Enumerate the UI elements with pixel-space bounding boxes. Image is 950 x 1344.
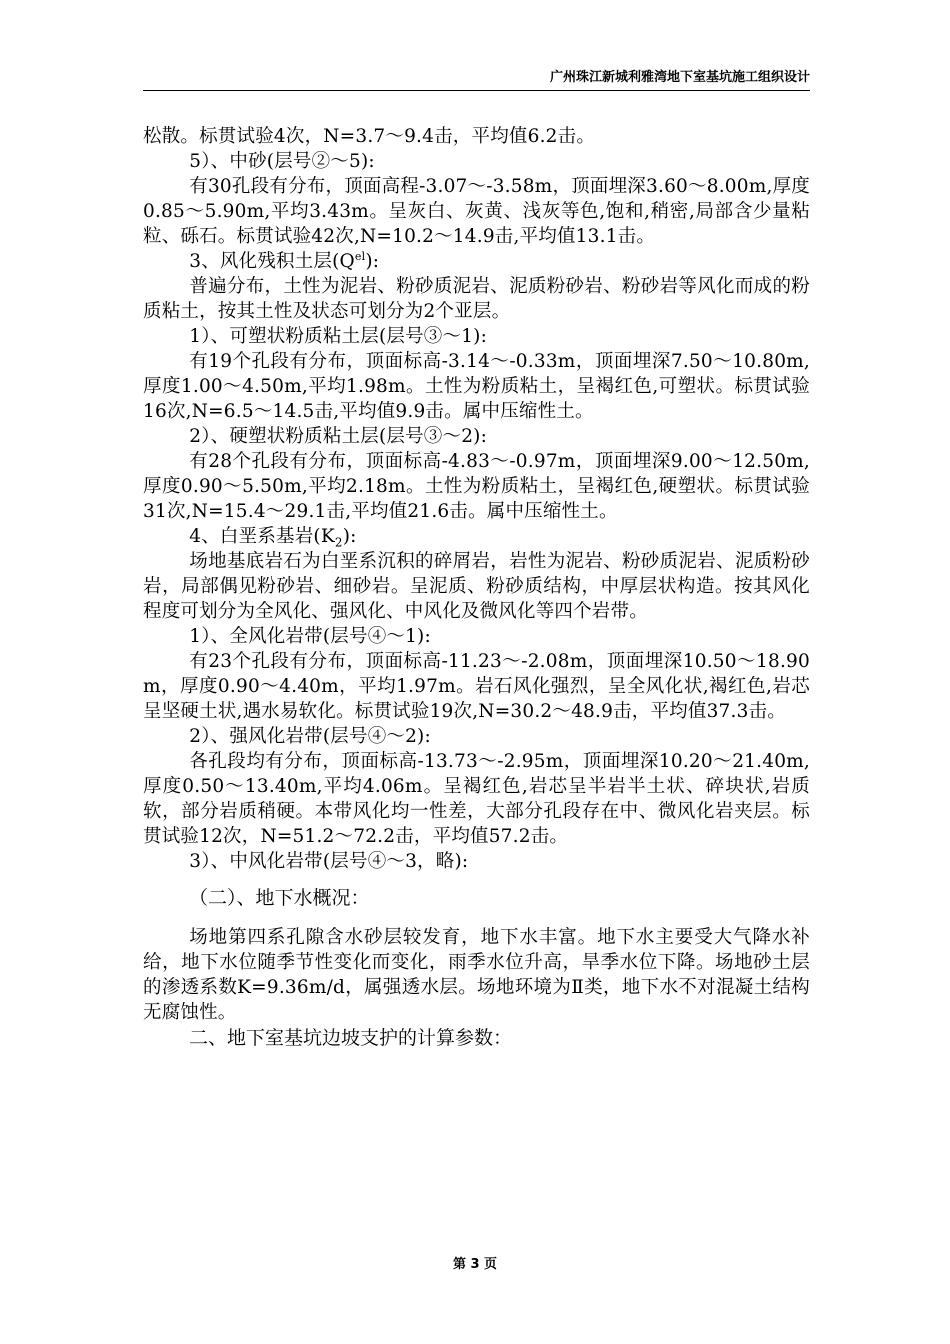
section-heading: （二）、地下水概况：: [189, 887, 370, 909]
paragraph: 有23个孔段有分布，顶面标高-11.23～-2.08m，顶面埋深10.50～18.90m，厚度0.90～4.40m，平均1.97m。岩石风化强烈，呈全风化状,褐红色,岩芯呈坚硬土状,遇水易软化。标贯试验19次,N=30.2～48.9击，平均值37.3击。: [143, 651, 810, 722]
section-title: [143, 524, 810, 549]
document-body: [143, 124, 810, 1051]
paragraph: 各孔段均有分布，顶面标高-13.73～-2.95m，顶面埋深10.20～21.40m,厚度0.50～13.40m,平均4.06m。呈褐红色,岩芯呈半岩半土状、碎块状,岩质软，部分岩质稍硬。本带风化均一性差，大部分孔段存在中、微风化岩夹层。标贯试验12次，N=51.2～72.2击，平均值57.2击。: [143, 751, 810, 847]
page-header: [143, 60, 810, 91]
section-title: [143, 249, 810, 274]
subscript: 2: [334, 535, 343, 550]
paragraph: 普遍分布，土性为泥岩、粉砂质泥岩、泥质粉砂岩、粉砂岩等风化而成的粉质粘土，按其土性及状态可划分为2个亚层。: [143, 276, 810, 322]
section-title-tail: ):: [342, 526, 357, 547]
paragraph: 有30孔段有分布，顶面高程-3.07～-3.58m，顶面埋深3.60～8.00m,厚度0.85～5.90m,平均3.43m。呈灰白、灰黄、浅灰等色,饱和,稍密,局部含少量粘粒、砾石。标贯试验42次,N=10.2～14.9击,平均值13.1击。: [143, 176, 810, 247]
subsection-title: 3）、中风化岩带(层号④～3，略):: [189, 851, 469, 872]
paragraph: 松散。标贯试验4次，N=3.7～9.4击，平均值6.2击。: [143, 126, 596, 147]
subsection-title: 1）、全风化岩带(层号④～1):: [189, 626, 431, 647]
paragraph: 有28个孔段有分布，顶面标高-4.83～-0.97m，顶面埋深9.00～12.50m,厚度0.90～5.50m,平均2.18m。土性为粉质粘土，呈褐红色,硬塑状。标贯试验31次,N=15.4～29.1击,平均值21.6击。属中压缩性土。: [143, 451, 810, 522]
paragraph: 有19个孔段有分布，顶面标高-3.14～-0.33m，顶面埋深7.50～10.80m,厚度1.00～4.50m,平均1.98m。土性为粉质粘土，呈褐红色,可塑状。标贯试验16次,N=6.5～14.5击,平均值9.9击。属中压缩性土。: [143, 351, 810, 422]
subsection-title: 2）、硬塑状粉质粘土层(层号③～2):: [189, 426, 488, 447]
subsection-title: 1）、可塑状粉质粘土层(层号③～1):: [189, 326, 488, 347]
chapter-heading: 二、地下室基坑边坡支护的计算参数：: [189, 1027, 513, 1049]
paragraph: 场地第四系孔隙含水砂层较发育，地下水丰富。地下水主要受大气降水补给，地下水位随季节性变化而变化，雨季水位升高，旱季水位下降。场地砂土层的渗透系数K=9.36m/d，属强透水层。场地环境为Ⅱ类，地下水不对混凝土结构无腐蚀性。: [143, 927, 810, 1023]
subsection-title: 5）、中砂(层号②～5):: [189, 151, 375, 172]
page-number: 第 3 页: [452, 1257, 498, 1272]
section-title-text: 3、风化残积土层(Q: [189, 251, 355, 272]
document-title: 广州珠江新城利雅湾地下室基坑施工组织设计: [549, 70, 810, 85]
superscript: el: [354, 249, 366, 263]
paragraph: 场地基底岩石为白垩系沉积的碎屑岩，岩性为泥岩、粉砂质泥岩、泥质粉砂岩，局部偶见粉砂岩、细砂岩。呈泥质、粉砂质结构，中厚层状构造。按其风化程度可划分为全风化、强风化、中风化及微风化等四个岩带。: [143, 551, 810, 622]
section-title-text: 4、白垩系基岩(K: [189, 526, 335, 547]
subsection-title: 2）、强风化岩带(层号④～2):: [189, 726, 431, 747]
section-title-tail: ):: [365, 251, 380, 272]
